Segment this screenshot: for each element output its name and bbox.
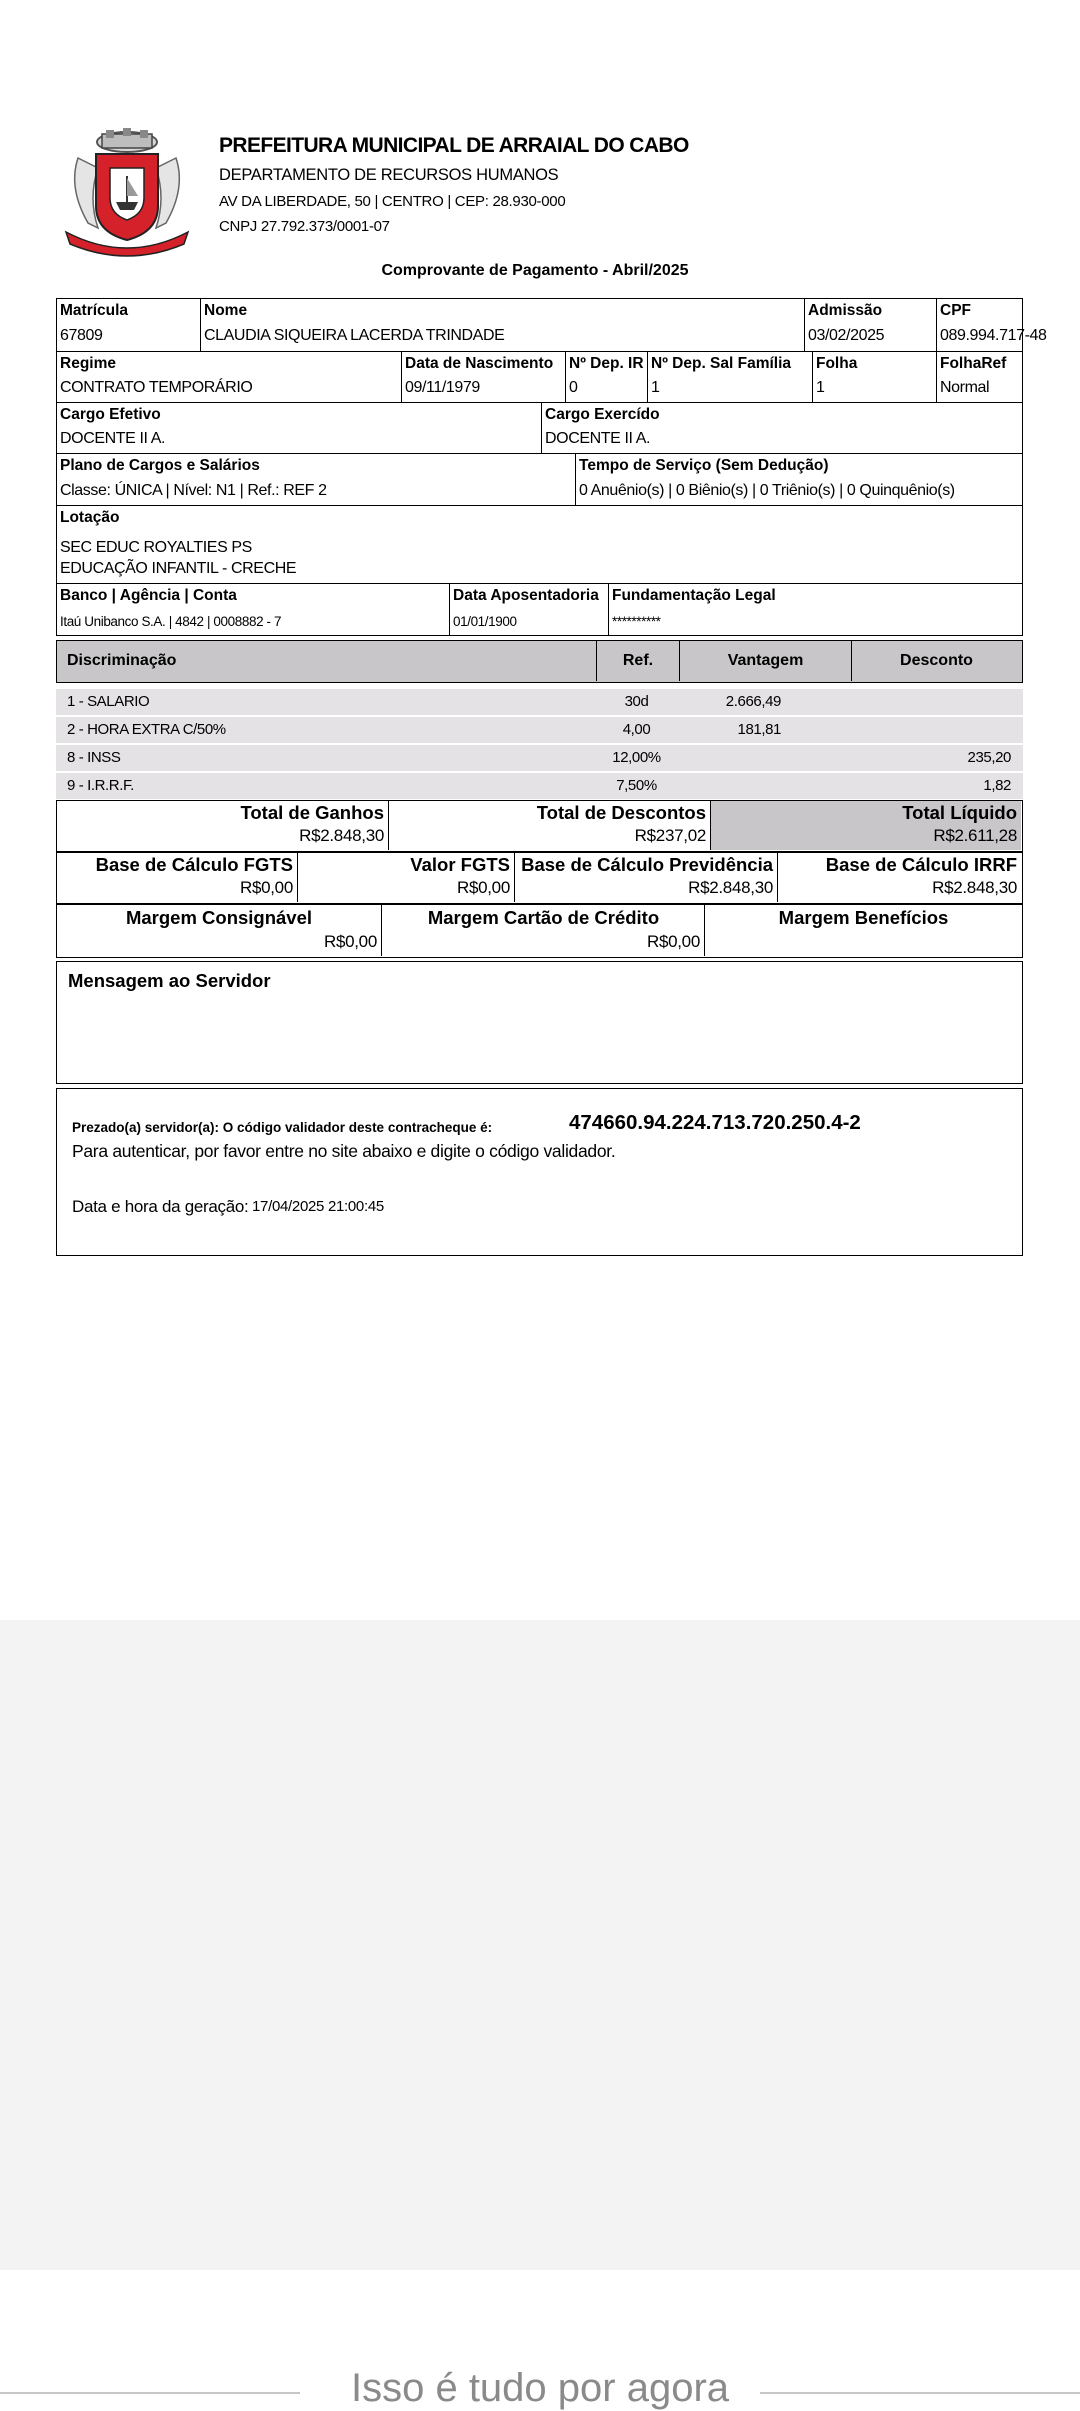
row-plano: Plano de Cargos e Salários Classe: ÚNICA | Nível: N1 | Ref.: REF 2 Tempo de Serviço (Sem Dedução) 0 Anuênio(s) | 0 Biênio(s) | 0 Triênio(s) | 0 Quinquênio(s)	[57, 453, 1022, 505]
dep-sal-value: 1	[651, 379, 660, 396]
blank-viewer-area	[0, 1620, 1080, 2270]
cargo-efetivo-value: DOCENTE II A.	[60, 430, 166, 447]
col-vantagem: Vantagem	[679, 641, 851, 681]
validacao-instruction: Para autenticar, por favor entre no site abaixo e digite o código validador.	[72, 1141, 616, 1161]
data-geracao-value: 17/04/2025 21:00:45	[252, 1198, 384, 1215]
total-descontos-value: R$237,02	[634, 826, 706, 845]
folha-value: 1	[816, 379, 825, 396]
table-row: 8 - INSS 12,00% 235,20	[56, 745, 1023, 771]
base-fgts: Base de Cálculo FGTS R$0,00	[95, 854, 293, 897]
employee-info-table	[56, 298, 1047, 636]
row-matricula: Matrícula 67809 Nome CLAUDIA SIQUEIRA LACERDA TRINDADE Admissão 03/02/2025 CPF 089.994.717-48	[57, 299, 1022, 351]
folharef-value: Normal	[940, 379, 990, 396]
base-irrf: Base de Cálculo IRRF R$2.848,30	[777, 853, 1021, 902]
nome-value: CLAUDIA SIQUEIRA LACERDA TRINDADE	[204, 327, 505, 344]
cargo-exercido-value: DOCENTE II A.	[545, 430, 651, 447]
total-ganhos: Total de Ganhos R$2.848,30	[240, 802, 384, 845]
admissao-value: 03/02/2025	[808, 327, 885, 344]
validacao-prefix: Prezado(a) servidor(a): O código validador deste contracheque é:	[72, 1120, 493, 1135]
row-cargo: Cargo Efetivo DOCENTE II A. Cargo Exercído DOCENTE II A.	[57, 402, 1022, 453]
coat-of-arms-logo	[58, 128, 196, 260]
totals-table	[56, 800, 1023, 852]
total-liquido-value: R$2.611,28	[933, 826, 1017, 845]
validador-code: 474660.94.224.713.720.250.4-2	[569, 1111, 861, 1134]
total-liquido: Total Líquido R$2.611,28	[710, 801, 1021, 850]
base-previdencia: Base de Cálculo Previdência R$2.848,30	[514, 853, 777, 902]
aposentadoria-value: 01/01/1900	[453, 614, 517, 629]
document-title: Comprovante de Pagamento - Abril/2025	[381, 262, 689, 279]
prefeitura-title: PREFEITURA MUNICIPAL DE ARRAIAL DO CABO	[219, 134, 689, 157]
lotacao-line-2: EDUCAÇÃO INFANTIL - CRECHE	[60, 560, 297, 577]
row-regime: Regime CONTRATO TEMPORÁRIO Data de Nascimento 09/11/1979 Nº Dep. IR 0 Nº Dep. Sal Família 1 Folha 1 FolhaRef Normal	[57, 351, 1022, 402]
table-row: 1 - SALARIO 30d 2.666,49	[56, 689, 1023, 715]
margem-consignavel: Margem Consignável R$0,00	[125, 907, 377, 951]
banco-value: Itaú Unibanco S.A. | 4842 | 0008882 - 7	[60, 614, 282, 629]
cnpj: CNPJ 27.792.373/0001-07	[219, 218, 390, 235]
end-of-content-message: Isso é tudo por agora	[350, 2366, 730, 2410]
table-row: 9 - I.R.R.F. 7,50% 1,82	[56, 773, 1023, 799]
row-lotacao: Lotação SEC EDUC ROYALTIES PS EDUCAÇÃO INFANTIL - CRECHE	[57, 505, 1022, 583]
valor-fgts: Valor FGTS R$0,00	[297, 853, 514, 902]
discriminacao-header	[56, 640, 1023, 683]
margens-table	[56, 904, 1023, 958]
matricula-value: 67809	[60, 327, 103, 344]
mensagem-label: Mensagem ao Servidor	[68, 970, 271, 991]
regime-value: CONTRATO TEMPORÁRIO	[60, 379, 253, 396]
total-descontos: Total de Descontos R$237,02	[388, 801, 710, 850]
address: AV DA LIBERDADE, 50 | CENTRO | CEP: 28.930-000	[219, 193, 566, 210]
margem-cartao: Margem Cartão de Crédito R$0,00	[381, 905, 704, 956]
cpf-value: 089.994.717-48	[940, 327, 1047, 344]
col-discriminacao: Discriminação	[67, 652, 177, 669]
validacao-box	[56, 1088, 1023, 1256]
data-geracao-label: Data e hora da geração:	[72, 1197, 249, 1216]
col-desconto: Desconto	[851, 641, 1021, 681]
lotacao-line-1: SEC EDUC ROYALTIES PS	[60, 539, 252, 556]
plano-value: Classe: ÚNICA | Nível: N1 | Ref.: REF 2	[60, 482, 327, 499]
row-banco: Banco | Agência | Conta Itaú Unibanco S.A. | 4842 | 0008882 - 7 Data Aposentadoria 01/01/1900 Fundamentação Legal **********	[57, 583, 1022, 635]
col-ref: Ref.	[596, 641, 679, 681]
fundamentacao-value: **********	[612, 614, 661, 629]
dep-ir-value: 0	[569, 379, 578, 396]
department-name: DEPARTAMENTO DE RECURSOS HUMANOS	[219, 166, 559, 184]
total-ganhos-value: R$2.848,30	[299, 826, 384, 845]
tempo-value: 0 Anuênio(s) | 0 Biênio(s) | 0 Triênio(s) | 0 Quinquênio(s)	[579, 482, 955, 499]
mensagem-box	[56, 961, 1023, 1084]
nascimento-value: 09/11/1979	[405, 379, 480, 396]
table-row: 2 - HORA EXTRA C/50% 4,00 181,81	[56, 717, 1023, 743]
margem-beneficios: Margem Benefícios	[704, 905, 1021, 956]
bases-table	[56, 852, 1023, 904]
